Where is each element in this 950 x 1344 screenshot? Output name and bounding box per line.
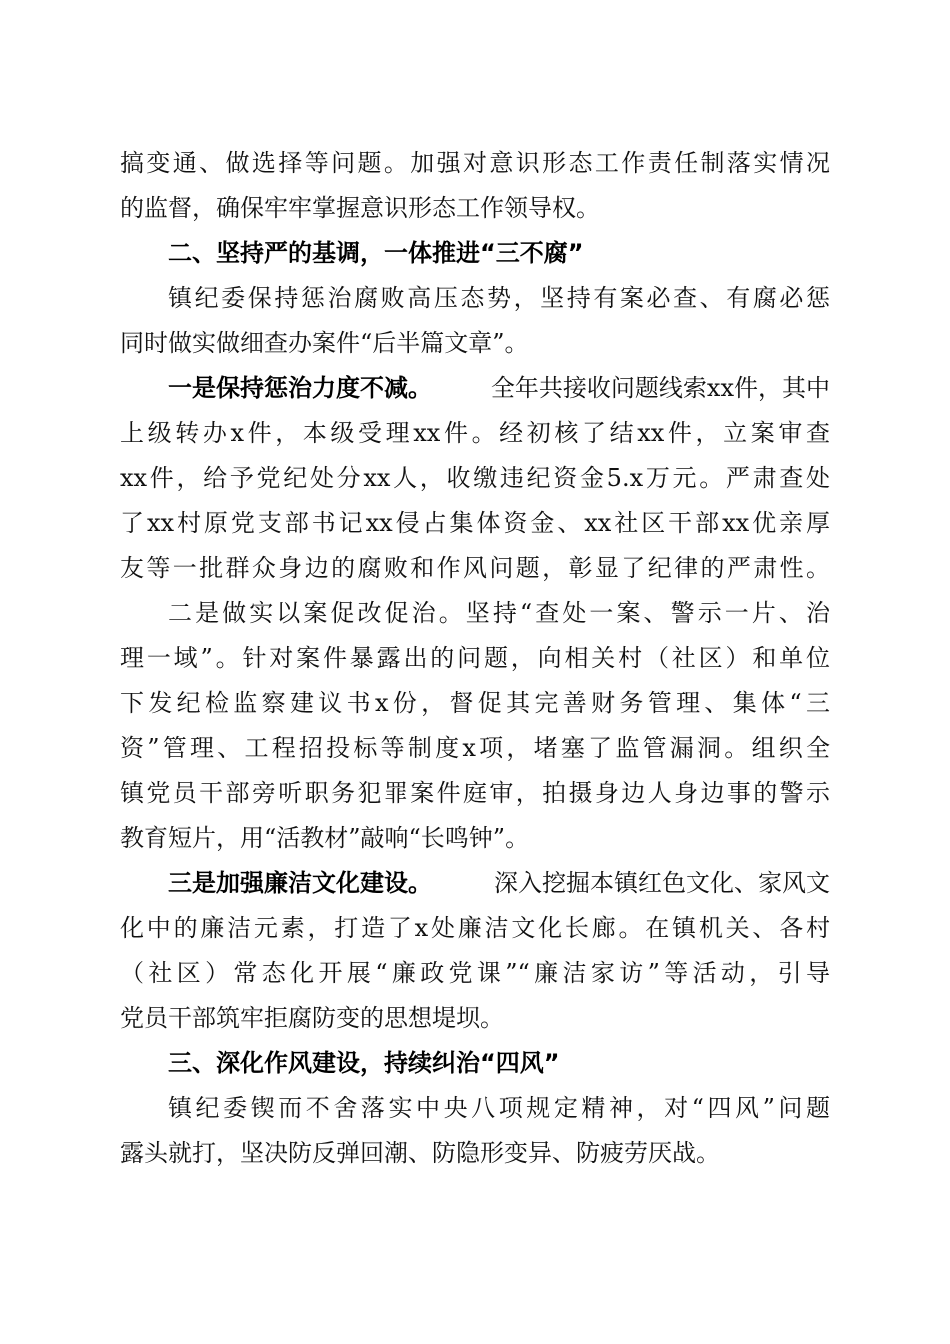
body-text-line: 搞变通、做选择等问题。加强对意识形态工作责任制落实情况	[120, 149, 830, 177]
body-text-line: 友等一批群众身边的腐败和作风问题，彰显了纪律的严肃性。	[120, 554, 830, 582]
body-text-line: 镇纪委保持惩治腐败高压态势，坚持有案必查、有腐必惩	[168, 284, 830, 312]
body-text-line: 了xx村原党支部书记xx侵占集体资金、xx社区干部xx优亲厚	[120, 509, 830, 537]
body-text-line: 同时做实做细查办案件“后半篇文章”。	[120, 329, 529, 357]
body-text-line: 上级转办x件，本级受理xx件。经初核了结xx件，立案审查	[120, 419, 830, 447]
section-heading: 二、坚持严的基调，一体推进“三不腐”	[168, 239, 584, 267]
body-text-line: 化中的廉洁元素，打造了x处廉洁文化长廊。在镇机关、各村	[120, 914, 830, 942]
body-text-line: 的监督，确保牢牢掌握意识形态工作领导权。	[120, 194, 600, 222]
body-text-line: 二是做实以案促改促治。坚持“查处一案、警示一片、治	[168, 599, 830, 627]
point-lead: 三是加强廉洁文化建设。	[168, 869, 432, 897]
body-text-line: 资”管理、工程招投标等制度x项，堵塞了监管漏洞。组织全	[120, 734, 830, 762]
section-heading: 三、深化作风建设，持续纠治“四风”	[168, 1049, 560, 1077]
body-text-line: 镇党员干部旁听职务犯罪案件庭审，拍摄身边人身边事的警示	[120, 779, 830, 807]
point-text: 深入挖掘本镇红色文化、家风文	[494, 869, 830, 897]
point-lead: 一是保持惩治力度不减。	[168, 374, 432, 402]
body-text-line: 党员干部筑牢拒腐防变的思想堤坝。	[120, 1004, 504, 1032]
body-text-line: 理一域”。针对案件暴露出的问题，向相关村（社区）和单位	[120, 644, 830, 672]
body-text-line: xx件，给予党纪处分xx人，收缴违纪资金5.x万元。严肃查处	[120, 464, 830, 492]
paragraph-first-line	[168, 863, 830, 903]
body-text-line: （社区）常态化开展“廉政党课”“廉洁家访”等活动，引导	[120, 959, 830, 987]
paragraph-first-line	[168, 368, 830, 408]
point-text: 全年共接收问题线索xx件，其中	[490, 374, 830, 402]
body-text-line: 镇纪委锲而不舍落实中央八项规定精神，对“四风”问题	[168, 1094, 830, 1122]
body-text-line: 露头就打，坚决防反弹回潮、防隐形变异、防疲劳厌战。	[120, 1139, 720, 1167]
body-text-line: 教育短片，用“活教材”敲响“长鸣钟”。	[120, 824, 530, 852]
body-text-line: 下发纪检监察建议书x份，督促其完善财务管理、集体“三	[120, 689, 830, 717]
